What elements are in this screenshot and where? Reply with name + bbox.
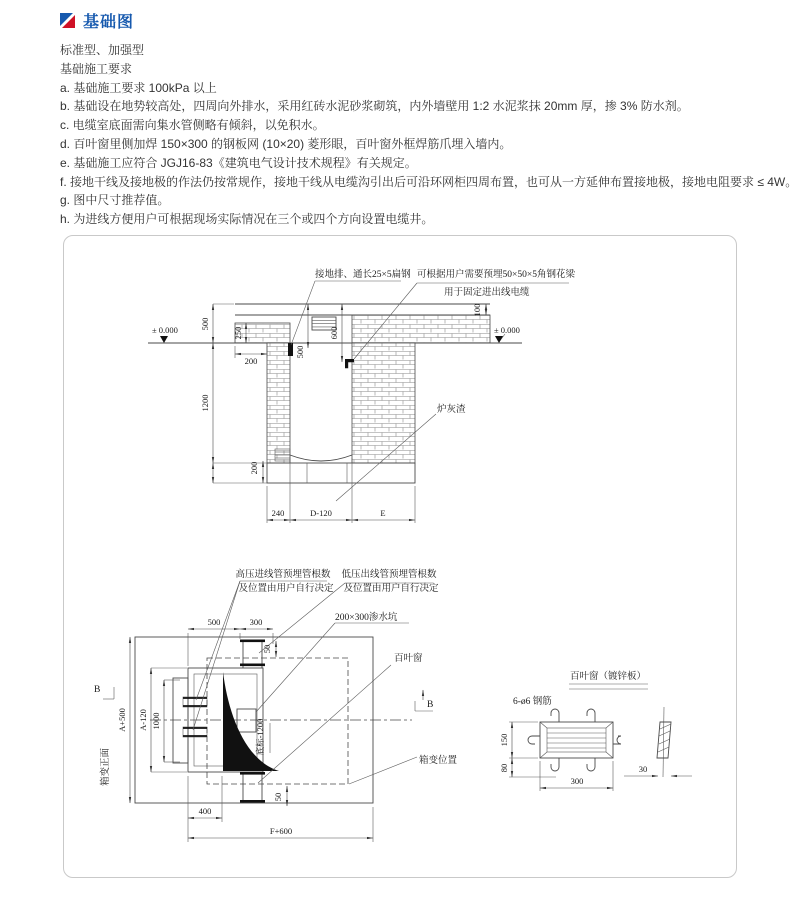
- label-seepage-pit: 200×300渗水坑: [335, 613, 398, 623]
- dim-top-50: 50: [262, 644, 272, 654]
- icon-red-triangle: [62, 15, 75, 28]
- dim-f-plus-600: F+600: [269, 826, 293, 836]
- dim-wall-240: 240: [271, 508, 285, 518]
- dim-trench-d120: D-120: [310, 508, 332, 518]
- construction-notes: [60, 41, 798, 229]
- dim-curb-100: 100: [472, 303, 482, 317]
- label-lv-pipes-1: 低压出线管预埋管根数: [341, 570, 437, 580]
- plan-structure: [135, 637, 412, 803]
- louver-front-view: [528, 709, 621, 771]
- label-lv-pipes-2: 及位置由用户自行决定: [343, 584, 439, 594]
- front-wall-panel: [173, 678, 188, 763]
- dim-top-300: 300: [249, 617, 263, 627]
- dim-louver-80: 80: [499, 763, 509, 773]
- dim-louver-300: 300: [570, 776, 584, 786]
- label-transformer-front: 箱变正面: [101, 747, 111, 787]
- note-line: f. 接地干线及接地极的作法仍按常规作，接地干线从电缆沟引出后可沿环网柜四周布置，也可从一方延伸布置接地极，接地电阻要求 ≤ 4W。: [60, 174, 798, 189]
- note-line: d. 百叶窗里侧加焊 150×300 的钢板网 (10×20) 菱形眼，百叶窗外框焊筋爪埋入墙内。: [60, 136, 512, 151]
- dim-louver-150: 150: [499, 733, 509, 747]
- louver-side-view: [657, 707, 671, 777]
- note-line: 标准型、加强型: [60, 43, 145, 57]
- bottom-pipe-stub: [240, 772, 265, 803]
- label-hv-pipes-2: 及位置由用户自行决定: [238, 584, 334, 594]
- dim-above-ground-500: 500: [200, 317, 210, 331]
- page-header: [60, 9, 134, 31]
- svg-text:B: B: [94, 685, 101, 695]
- plan-dimensions: [117, 617, 373, 842]
- hv-louver-slot: [183, 697, 207, 707]
- drawing-sheet: [63, 235, 737, 878]
- dim-slab-200: 200: [249, 461, 259, 475]
- section-marker-right: [415, 690, 433, 711]
- trench-floor-curve: [290, 455, 352, 461]
- note-line: b. 基础设在地势较高处，四周向外排水，采用红砖水泥砂浆砌筑，内外墙壁用 1:2 水泥浆抹 20mm 厚，掺 3% 防水剂。: [60, 99, 689, 114]
- page-title: 基础图: [83, 13, 135, 31]
- trench-shading-wedge: [223, 672, 279, 771]
- seepage-pit: [237, 709, 256, 732]
- label-hv-pipes-1: 高压进线管预埋管根数: [235, 570, 331, 580]
- note-line: a. 基础施工要求 100kPa 以上: [60, 80, 217, 95]
- dim-depth-1200: 1200: [200, 394, 210, 412]
- dim-louver-30: 30: [638, 764, 648, 774]
- rebar-hooks: [528, 709, 621, 771]
- brick-left-wall: [267, 343, 290, 463]
- louver-detail-drawing: [499, 670, 692, 791]
- earthing-bar: [288, 343, 293, 356]
- louver-detail-title: 百叶窗（镀锌板）: [569, 672, 647, 682]
- label-transformer-position: 箱变位置: [419, 756, 458, 766]
- dim-bar-depth-500: 500: [295, 345, 305, 359]
- section-callouts: [291, 268, 575, 501]
- label-angle-beam-1: 可根据用户需要预埋50×50×5角钢花梁: [417, 270, 575, 280]
- plan-callouts: [99, 568, 458, 786]
- hv-louver-slot: [183, 727, 207, 737]
- dim-a-plus-500: A+500: [117, 708, 127, 732]
- brick-apron: [235, 323, 290, 343]
- dim-bottom-50: 50: [273, 792, 283, 802]
- label-cinder-fill: 炉灰渣: [437, 405, 466, 415]
- section-marker-icon: [60, 13, 75, 28]
- label-louver: 百叶窗: [394, 654, 423, 664]
- level-mark-left: ± 0.000: [152, 325, 178, 335]
- note-line: 基础施工要求: [60, 61, 133, 76]
- plan-view-drawing: [94, 568, 458, 842]
- note-line: e. 基础施工应符合 JGJ16-83《建筑电气设计技术规程》有关规定。: [60, 155, 417, 170]
- label-angle-beam-2: 用于固定进出线电缆: [444, 288, 530, 298]
- note-line: g. 图中尺寸推荐值。: [60, 193, 170, 208]
- dim-apron-200: 200: [244, 356, 258, 366]
- label-earthing-bar: 接地排、通长25×5扁钢: [315, 270, 411, 280]
- level-mark-right: ± 0.000: [494, 325, 520, 335]
- dim-1000: 1000: [151, 712, 161, 730]
- section-marker-left: [94, 685, 114, 699]
- dim-right-e: E: [380, 508, 386, 518]
- note-line: c. 电缆室底面需向集水管侧略有倾斜，以免积水。: [60, 118, 325, 133]
- svg-text:B: B: [427, 700, 434, 710]
- section-view-drawing: [148, 268, 575, 523]
- dim-400: 400: [198, 806, 212, 816]
- dim-top-500: 500: [207, 617, 221, 627]
- dim-angle-depth-600: 600: [329, 326, 339, 340]
- brick-right-slab: [352, 315, 490, 343]
- bottom-slab: [267, 463, 415, 483]
- dim-apron-250: 250: [233, 326, 243, 340]
- label-rebar: 6-ø6 钢筋: [513, 697, 552, 707]
- dim-a-minus-120: A-120: [138, 709, 148, 731]
- note-line: h. 为进线方便用户可根据现场实际情况在三个或四个方向设置电缆井。: [60, 212, 434, 227]
- brick-right-mass: [352, 343, 415, 463]
- label-bottom-elevation: 底标-1200: [255, 718, 265, 756]
